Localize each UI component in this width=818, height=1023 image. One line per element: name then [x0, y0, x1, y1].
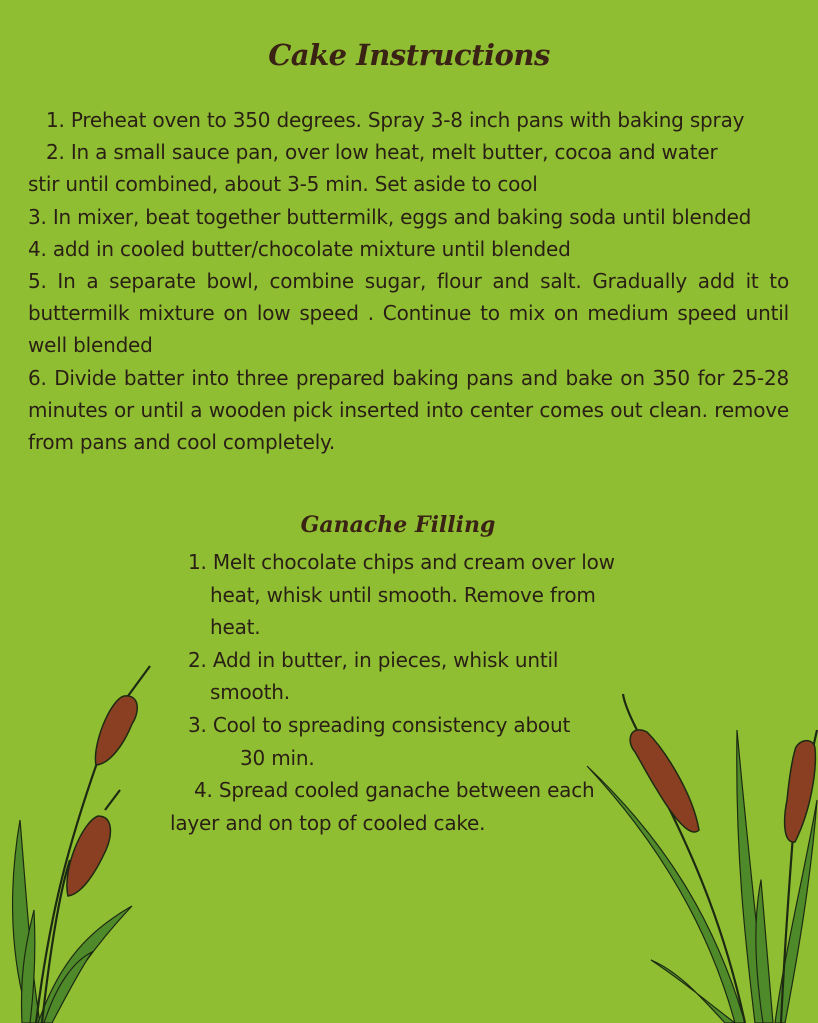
- ganache-instructions-list: [170, 546, 630, 839]
- cattail-right-illustration: [585, 690, 818, 1023]
- ganache-step-1-cont2: heat.: [210, 615, 261, 640]
- cake-step-5: 5. In a separate bowl, combine sugar, flour and salt. Gradually add it to buttermilk mixture on low speed . Continue to mix on medium speed until well blended: [28, 269, 789, 358]
- ganache-step-3: 3. Cool to spreading consistency about: [188, 712, 571, 737]
- cake-instructions-title: Cake Instructions: [268, 38, 550, 72]
- ganache-step-1: 1. Melt chocolate chips and cream over low: [188, 550, 615, 574]
- ganache-step-1-cont: heat, whisk until smooth. Remove from: [210, 582, 596, 607]
- cake-step-3: 3. In mixer, beat together buttermilk, eggs and baking soda until blended: [28, 204, 752, 229]
- ganache-step-4-cont: layer and on top of cooled cake.: [170, 810, 486, 835]
- cake-instructions-list: [28, 104, 789, 458]
- ganache-filling-title: Ganache Filling: [300, 512, 496, 538]
- cake-step-6: 6. Divide batter into three prepared baking pans and bake on 350 for 25-28 minutes or until a wooden pick inserted into center comes out clean. remove from pans and cool completely.: [28, 365, 789, 455]
- ganache-step-4: 4. Spread cooled ganache between each: [194, 778, 595, 803]
- cake-step-2-cont: stir until combined, about 3-5 min. Set aside to cool: [28, 172, 538, 197]
- ganache-step-3-cont: 30 min.: [240, 745, 315, 770]
- cake-step-2: 2. In a small sauce pan, over low heat, melt butter, cocoa and water: [46, 140, 718, 165]
- ganache-step-2: 2. Add in butter, in pieces, whisk until: [188, 647, 559, 672]
- cake-step-1: 1. Preheat oven to 350 degrees. Spray 3-8 inch pans with baking spray: [46, 108, 745, 132]
- ganache-step-2-cont: smooth.: [210, 680, 290, 705]
- cattail-left-illustration: [0, 660, 170, 1023]
- cake-step-4: 4. add in cooled butter/chocolate mixture until blended: [28, 236, 571, 261]
